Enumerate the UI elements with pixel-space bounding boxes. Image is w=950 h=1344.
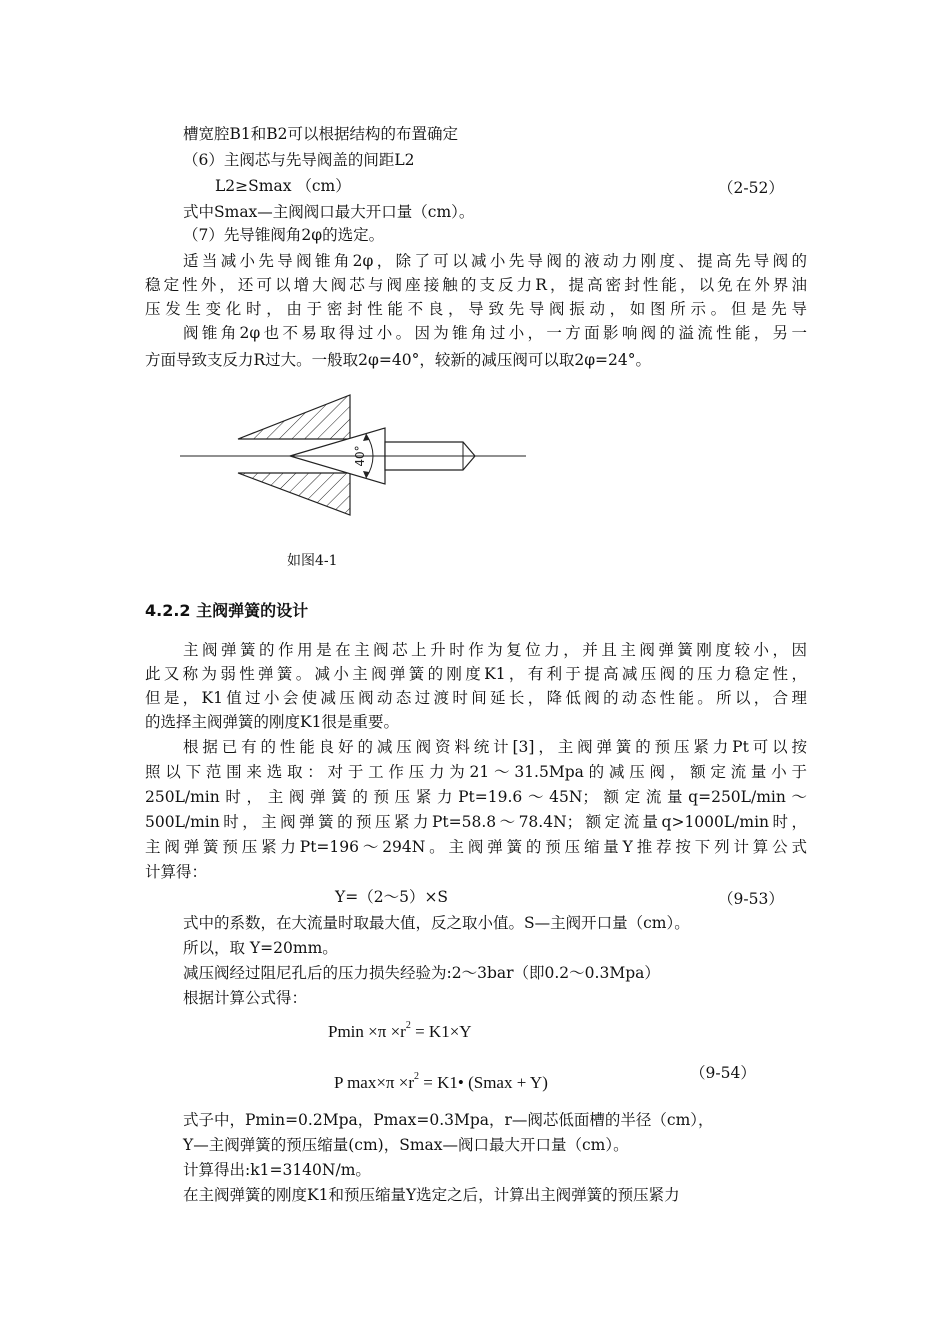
paragraph-line: 照以下范围来选取：对于工作压力为21～31.5Mpa的减压阀，额定流量小于 [145,763,807,781]
text-line: 在主阀弹簧的刚度K1和预压缩量Y选定之后，计算出主阀弹簧的预压紧力 [183,1186,680,1204]
equation-number: （9-54） [690,1064,756,1082]
paragraph-line: 计算得： [145,863,208,881]
paragraph-line: 但是，K1值过小会使减压阀动态过渡时间延长，降低阀的动态性能。所以，合理 [145,689,807,707]
equation-number: （9-53） [718,890,784,908]
equation-pmax [334,1071,548,1093]
equation-pmin [328,1020,472,1042]
text-line: 槽宽腔B1和B2可以根据结构的布置确定 [183,125,459,143]
text-line: 计算得出:k1=3140N/m。 [183,1161,371,1179]
equation-part: = K1×Y [410,1022,472,1041]
paragraph-line: 根据已有的性能良好的减压阀资料统计[3]，主阀弹簧的预压紧力Pt可以按 [183,738,807,756]
paragraph-line: 的选择主阀弹簧的刚度K1很是重要。 [145,713,399,731]
text-line: 式中的系数，在大流量时取最大值，反之取小值。S—主阀开口量（cm）。 [183,914,690,932]
text-line: （7）先导锥阀角2φ的选定。 [183,226,385,244]
text-line: 根据计算公式得： [183,989,308,1007]
paragraph-line: 适当减小先导阀锥角2φ，除了可以减小先导阀的液动力刚度、提高先导阀的 [183,252,807,270]
text-line: 所以，取 Y=20mm。 [183,939,338,957]
text-line: 式中Smax—主阀阀口最大开口量（cm）。 [183,203,475,221]
figure-caption: 如图4-1 [287,553,338,569]
paragraph-line: 方面导致支反力R过大。一般取2φ=40°，较新的减压阀可以取2φ=24°。 [145,351,652,369]
paragraph-line: 500L/min时，主阀弹簧的预压紧力Pt=58.8～78.4N；额定流量q>1000L/min时， [145,813,807,831]
paragraph-line: 压发生变化时，由于密封性能不良，导致先导阀振动，如图所示。但是先导 [145,300,807,318]
text-line: 式子中，Pmin=0.2Mpa，Pmax=0.3Mpa，r—阀芯低面槽的半径（cm）， [183,1111,714,1129]
equation-part: Pmin ×π ×r [328,1022,406,1041]
paragraph-line: 250L/min时，主阀弹簧的预压紧力Pt=19.6～45N；额定流量q=250L/min～ [145,788,807,806]
text-line: （6）主阀芯与先导阀盖的间距L2 [183,151,415,169]
paragraph-line: 阀锥角2φ也不易取得过小。因为锥角过小，一方面影响阀的溢流性能，另一 [183,324,807,342]
text-line: 减压阀经过阻尼孔后的压力损失经验为:2～3bar（即0.2～0.3Mpa） [183,964,660,982]
angle-label: 40° [353,445,367,467]
pilot-cone-valve-diagram [180,385,530,535]
paragraph-line: 主阀弹簧的作用是在主阀芯上升时作为复位力，并且主阀弹簧刚度较小，因 [183,641,807,659]
section-heading: 4.2.2 主阀弹簧的设计 [145,601,309,620]
paragraph-line: 稳定性外，还可以增大阀芯与阀座接触的支反力R，提高密封性能，以免在外界油 [145,276,807,294]
lower-valve-seat [238,473,350,515]
paragraph-line: 主阀弹簧预压紧力Pt=196～294N。主阀弹簧的预压缩量Y推荐按下列计算公式 [145,838,807,856]
equation-exponent: 2 [405,1020,411,1031]
paragraph-line: 此又称为弱性弹簧。减小主阀弹簧的刚度K1，有利于提高减压阀的压力稳定性， [145,665,807,683]
formula-line: Y=（2～5）×S [335,888,449,906]
equation-number: （2-52） [718,179,784,197]
equation-part: = K1• (Smax + Y) [419,1073,548,1092]
text-line: Y—主阀弹簧的预压缩量(cm)，Smax—阀口最大开口量（cm）。 [183,1136,629,1154]
equation-part: P max×π ×r [334,1073,415,1092]
formula-line: L2≥Smax （cm） [215,177,351,195]
upper-valve-seat [238,395,350,439]
equation-exponent: 2 [414,1071,420,1082]
